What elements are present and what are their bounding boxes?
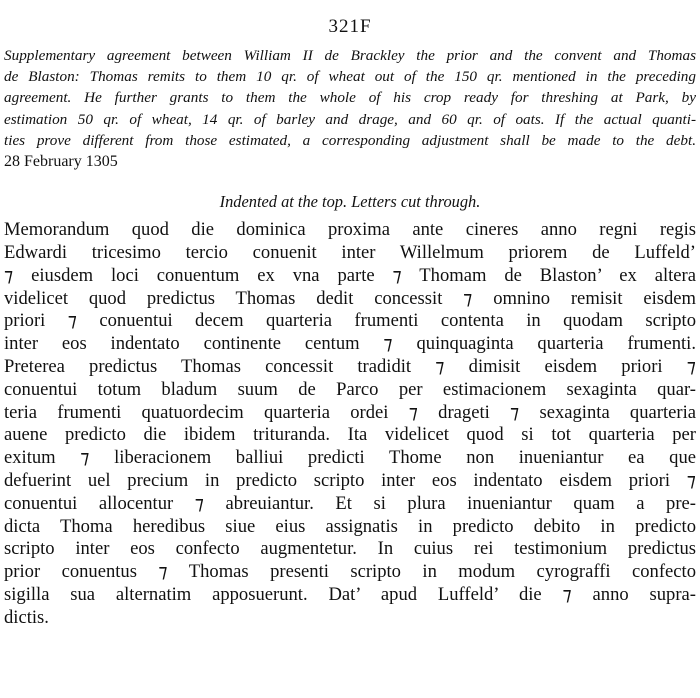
text-line: conuentui allocentur ⁊ abreuiantur. Et si plura inueniantur quam a pre-	[4, 492, 696, 514]
text-line: inter eos indentato continente centum ⁊ quinquaginta quarteria frumenti.	[4, 333, 696, 355]
text-line: priori ⁊ conuentui decem quarteria frumenti contenta in quodam scripto	[4, 310, 696, 332]
text-line: prior conuentus ⁊ Thomas presenti scripto in modum cyrograffi confecto	[4, 561, 696, 583]
text-line: defuerint uel precium in predicto scripto inter eos indentato eisdem priori ⁊	[4, 469, 696, 491]
text-line: teria frumenti quatuordecim quarteria ordei ⁊ drageti ⁊ sexaginta quarteria	[4, 401, 696, 423]
text-line: Edwardi tricesimo tercio conuenit inter Willelmum priorem de Luffeld’	[4, 242, 696, 264]
text-line: videlicet quod predictus Thomas dedit concessit ⁊ omnino remisit eisdem	[4, 287, 696, 309]
text-line: auene predicto die ibidem trituranda. Ita videlicet quod si tot quarteria per	[4, 424, 696, 446]
text-line: conuentui totum bladum suum de Parco per estimacionem sexaginta quar-	[4, 378, 696, 400]
text-line: Preterea predictus Thomas concessit tradidit ⁊ dimisit eisdem priori ⁊	[4, 356, 696, 377]
document-summary	[4, 45, 696, 172]
text-line: ⁊ eiusdem loci conuentum ex vna parte ⁊ Thomam de Blaston’ ex altera	[4, 264, 696, 286]
summary-line: estimation 50 qr. of wheat, 14 qr. of barley and drage, and 60 qr. of oats. If the actual quanti-	[4, 110, 696, 128]
text-line: Memorandum quod die dominica proxima ante cineres anno regni regis	[4, 219, 696, 241]
document-note: Indented at the top. Letters cut through.	[219, 192, 481, 212]
document-page	[4, 0, 696, 630]
summary-line: Supplementary agreement between William II de Brackley the prior and the convent and Thomas	[4, 47, 696, 64]
document-number: 321F	[328, 16, 372, 37]
text-line: sigilla sua alternatim apposuerunt. Dat’ apud Luffeld’ die ⁊ anno supra-	[4, 583, 696, 605]
text-line: scripto inter eos confecto augmentetur. In cuius rei testimonium predictus	[4, 538, 696, 560]
text-line: exitum ⁊ liberacionem balliui predicti Thome non inueniantur ea que	[4, 447, 696, 469]
summary-line: de Blaston: Thomas remits to them 10 qr. of wheat out of the 150 qr. mentioned in the preceding	[4, 68, 696, 86]
document-text	[4, 219, 696, 629]
text-line: dicta Thoma heredibus siue eius assignatis in predicto debito in predicto	[4, 515, 696, 537]
document-date: 28 February 1305	[4, 153, 118, 171]
text-line: dictis.	[4, 606, 49, 628]
summary-line: ties prove different from those estimated, a corresponding adjustment shall be made to the debt.	[4, 131, 696, 149]
summary-line: agreement. He further grants to them the whole of his crop ready for threshing at Park, by	[4, 89, 696, 107]
